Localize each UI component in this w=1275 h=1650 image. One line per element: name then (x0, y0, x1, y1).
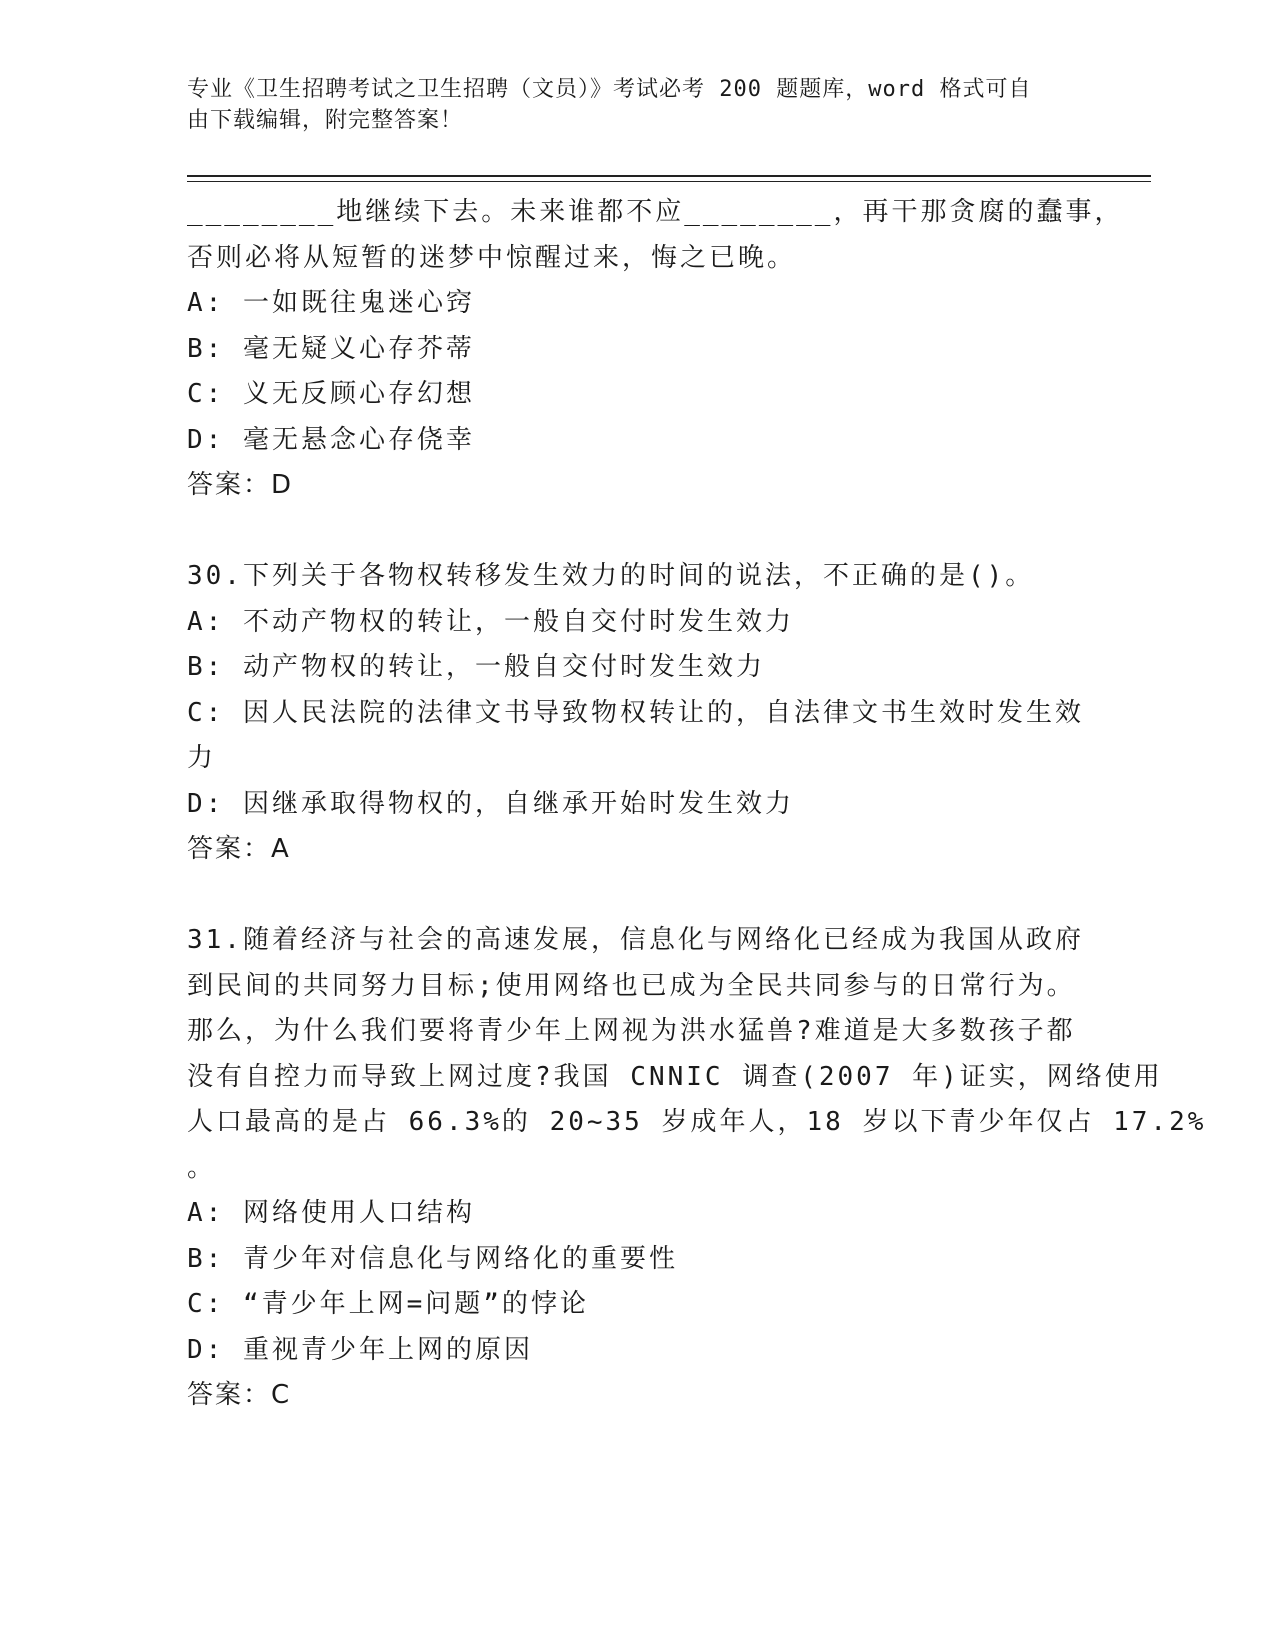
header-line-2: 由下载编辑，附完整答案！ (187, 108, 464, 133)
question-list (187, 190, 1207, 1419)
question-stem: 没有自控力而导致上网过度?我国 CNNIC 调查(2007 年)证实，网络使用 (187, 1061, 1163, 1092)
spacer (187, 873, 1087, 919)
option-b: B: 动产物权的转让，一般自交付时发生效力 (187, 652, 765, 682)
option-c: C: 义无反顾心存幻想 (187, 379, 475, 409)
spacer (187, 509, 1087, 555)
question-stem: 到民间的共同努力目标;使用网络也已成为全民共同参与的日常行为。 (187, 970, 1076, 1001)
question-stem: 30.下列关于各物权转移发生效力的时间的说法，不正确的是()。 (187, 561, 1035, 591)
option-a: A: 网络使用人口结构 (187, 1198, 475, 1228)
option-a: A: 一如既往鬼迷心窍 (187, 288, 475, 318)
question-31 (187, 918, 1207, 1419)
option-d: D: 因继承取得物权的，自继承开始时发生效力 (187, 788, 794, 819)
option-d: D: 毫无悬念心存侥幸 (187, 424, 475, 455)
answer: 答案：C (187, 1380, 292, 1410)
header-line-1: 专业《卫生招聘考试之卫生招聘（文员）》考试必考 200 题题库，word 格式可自 (187, 77, 1032, 102)
option-b: B: 青少年对信息化与网络化的重要性 (187, 1243, 678, 1274)
question-29 (187, 190, 1124, 509)
question-stem: 那么，为什么我们要将青少年上网视为洪水猛兽?难道是大多数孩子都 (187, 1016, 1076, 1046)
option-b: B: 毫无疑义心存芥蒂 (187, 333, 475, 364)
question-stem: 31.随着经济与社会的高速发展，信息化与网络化已经成为我国从政府 (187, 925, 1084, 955)
header-divider-thick (187, 175, 1151, 177)
option-c: C: 因人民法院的法律文书导致物权转让的，自法律文书生效时发生效 (187, 697, 1084, 728)
question-stem: 否则必将从短暂的迷梦中惊醒过来，悔之已晚。 (187, 242, 797, 273)
option-c-continued: 力 (187, 743, 217, 773)
question-30 (187, 554, 1087, 873)
option-a: A: 不动产物权的转让，一般自交付时发生效力 (187, 606, 794, 637)
header-divider-thin (187, 181, 1151, 182)
answer: 答案：D (187, 470, 294, 500)
document-header (187, 74, 1067, 136)
question-stem: 。 (187, 1152, 217, 1183)
answer: 答案：A (187, 834, 291, 864)
question-stem: ________地继续下去。未来谁都不应________，再干那贪腐的蠢事， (187, 197, 1124, 227)
option-d: D: 重视青少年上网的原因 (187, 1334, 533, 1365)
question-stem: 人口最高的是占 66.3%的 20~35 岁成年人，18 岁以下青少年仅占 17.2% (187, 1107, 1207, 1137)
option-c: C: “青少年上网=问题”的悖论 (187, 1289, 589, 1319)
